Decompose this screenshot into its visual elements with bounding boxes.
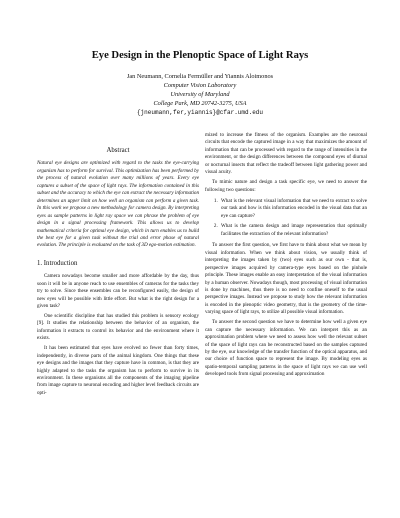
list-item: 2. What is the camera design and image representation that optimally facilitates the extraction of the relevant information?: [219, 223, 367, 238]
paragraph: To answer the second question we have to determine how well a given eye can capture the necessary information. We can interpret this as an approximation problem where we need to assess how well the relevant subset of the space of light rays can be reconstructed based on the samples captured by the eye, our knowledge of the transfer function of the optical apparatus, and our choice of function space to represent the image. By modeling eyes as spatio-temporal sampling patterns in the space of light rays we can use well developed tools from signal processing and approximation: [205, 319, 367, 378]
abstract-heading: Abstract: [106, 147, 130, 154]
lab-name: Computer Vision Laboratory: [163, 82, 237, 89]
paragraph: To mimic nature and design a task specific eye, we need to answer the following two questions:: [205, 179, 367, 193]
question-list: [205, 198, 367, 238]
right-column: [205, 132, 367, 381]
address: College Park, MD 20742-3275, USA: [153, 100, 247, 107]
paragraph: It has been estimated that eyes have evolved no fewer than forty times, independently, in diverse parts of the animal kingdom. One things that these eye designs and the images that they capture have in common, is that they are highly adapted to the tasks the organism has to perform to survive in its environment. In these organisms all the components of the imaging pipeline from image capture to neuronal encoding and higher level feedback circuits are opti-: [37, 345, 199, 396]
authors: Jan Neumann, Cornelia Fermüller and Yiannis Aloimonos: [126, 73, 274, 80]
paragraph: mized to increase the fitness of the organism. Examples are the neuronal circuits that encode the captured image in a way that maximizes the amount of information that can be processed with regard to the range of intensities in the environment, or the design differences between the compound eyes of diurnal or nocturnal insects that reflect the tradeoff between light gathering power and visual acuity.: [205, 132, 367, 176]
left-column: [37, 147, 199, 400]
paragraph: One scientific discipline that has studied this problem is sensory ecology [9]. It studies the relationship between the behavior of an organism, the information it extracts to control its behavior and the environment where it exists.: [37, 313, 199, 342]
paragraph: Camera nowadays become smaller and more affordable by the day, thus soon it will be in anyone reach to use ensembles of cameras for the tasks they try to solve. Since these ensembles can be reconfigured easily, the design of new eyes will be possible with little effort. But what is the right design for a given task?: [37, 273, 199, 310]
author-block: [0, 72, 400, 117]
paragraph: To answer the first question, we first have to think about what we mean by visual information. When we think about vision, we usually think of interpreting the images taken by (two) eyes such as our own - that is, perspective images acquired by camera-type eyes based on the pinhole principle. These images enable an easy interpretation of the visual information by a human observer. Nowadays though, most processing of visual information is done by machines, thus there is no need to confine oneself to the usual perspective images. Instead we propose to study how the relevant information is encoded in the plenoptic video geometry, that is the geometry of the time-varying space of light rays, to utilize all possible visual information.: [205, 242, 367, 316]
university: University of Maryland: [170, 91, 230, 98]
email: {jneumann,fer,yiannis}@cfar.umd.edu: [136, 109, 264, 116]
abstract-text: Natural eye designs are optimized with regard to the tasks the eye-carrying organism has to perform for survival. This optimization has been performed by the process of natural evolution over many millions of years. Every eye captures a subset of the space of light rays. The information contained in this subset and the accuracy to which the eye can extract the necessary information determines an upper limit on how well an organism can perform a given task. In this work we propose a new methodology for camera design. By interpreting eyes as sample patterns in light ray space we can phrase the problem of eye design in a signal processing framework. This allows us to develop mathematical criteria for optimal eye design, which in turn enables us to build the best eye for a given task without the trial and error phase of natural evolution. The principle is evaluated on the task of 3D ego-motion estimation.: [37, 160, 199, 249]
paper-title: Eye Design in the Plenoptic Space of Light Rays: [91, 50, 309, 61]
section-heading: 1. Introduction: [37, 259, 78, 267]
list-item: 1. What is the relevant visual information that we need to extract to solve our task and how is this information encoded in the visual data that an eye can capture?: [219, 198, 367, 220]
